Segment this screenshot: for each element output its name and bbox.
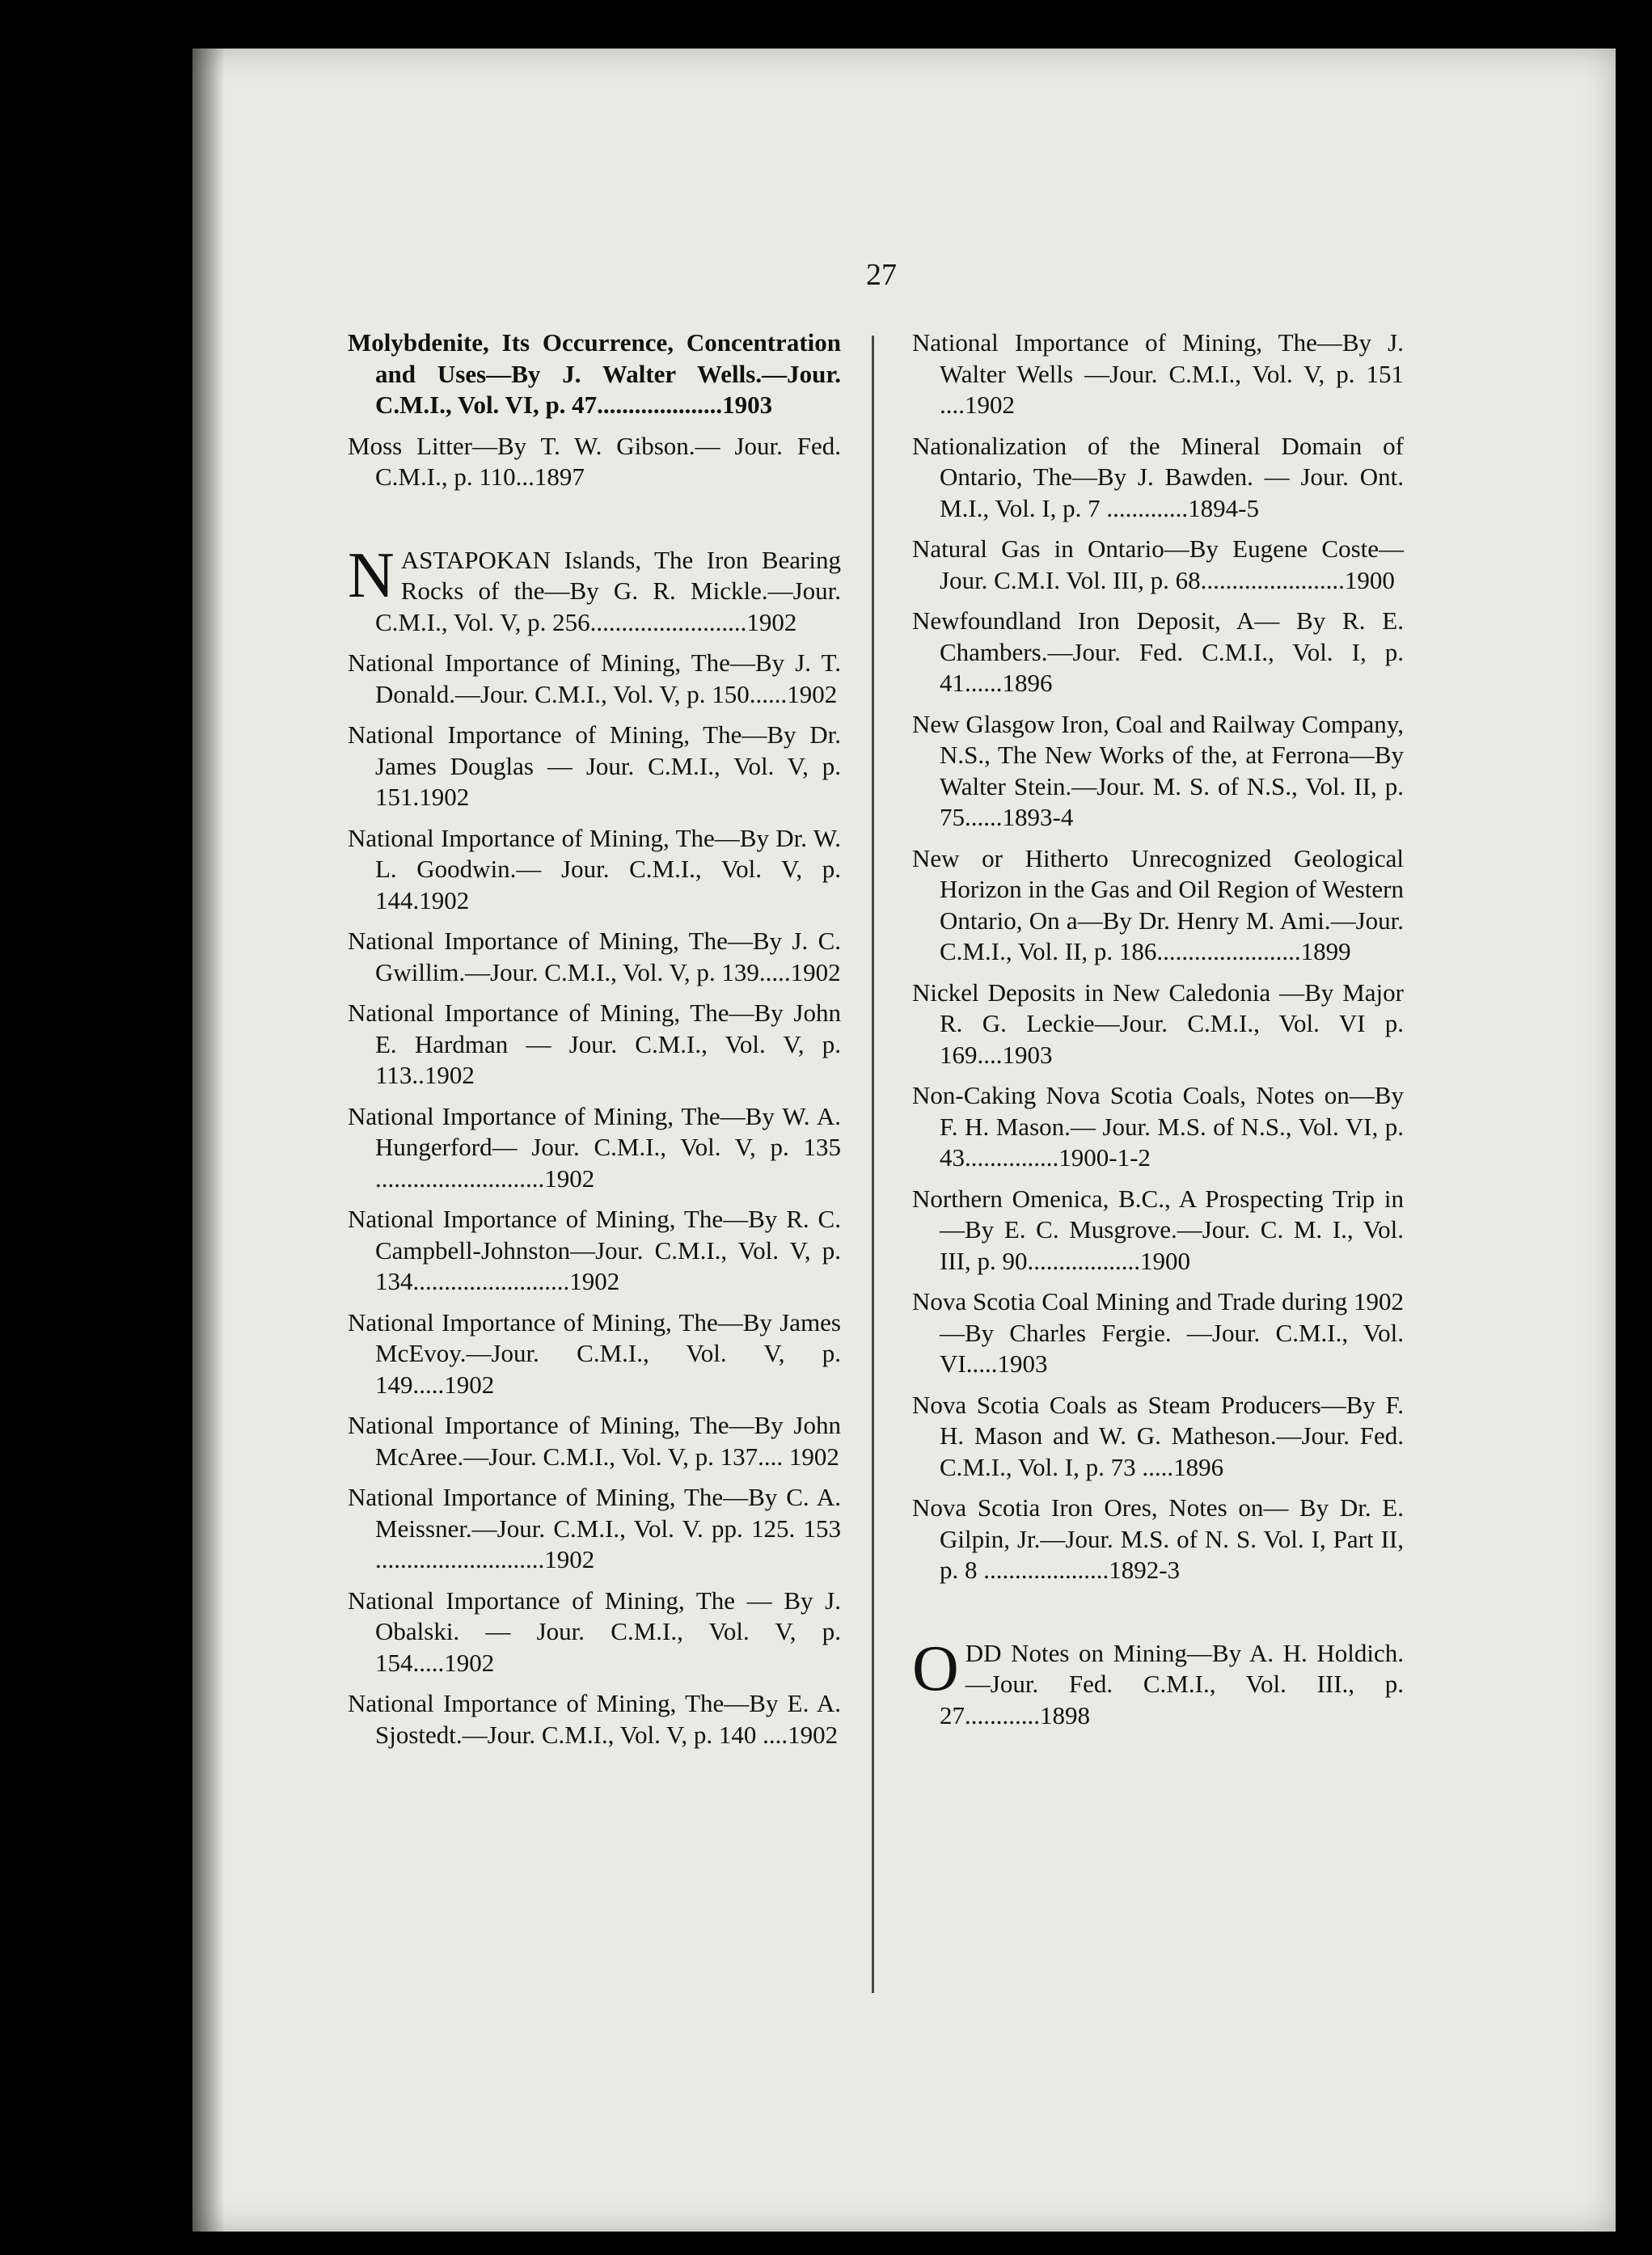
index-entry bbox=[348, 823, 841, 917]
section-gap bbox=[348, 503, 841, 545]
index-entry-text: National Importance of Mining, The—By E. A. Sjostedt.—Jour. C.M.I., Vol. V, p. 140 ....1902 bbox=[348, 1689, 841, 1749]
index-entry bbox=[348, 1688, 841, 1750]
binding-shadow bbox=[192, 49, 225, 2232]
index-entry bbox=[912, 1184, 1404, 1277]
index-entry-text: National Importance of Mining, The—By J. C. Gwillim.—Jour. C.M.I., Vol. V, p. 139.....1902 bbox=[348, 927, 841, 986]
index-entry-text: National Importance of Mining, The—By John E. Hardman — Jour. C.M.I., Vol. V, p. 113..1902 bbox=[348, 999, 841, 1089]
index-entry-text: Nickel Deposits in New Caledonia —By Major R. G. Leckie—Jour. C.M.I., Vol. VI p. 169....1903 bbox=[912, 978, 1404, 1069]
index-entry-text: Natural Gas in Ontario—By Eugene Coste—Jour. C.M.I. Vol. III, p. 68.......................1900 bbox=[912, 534, 1404, 594]
index-entry-text: New or Hitherto Unrecognized Geological Horizon in the Gas and Oil Region of Western Ontario, On a—By Dr. Henry M. Ami.—Jour. C.M.I., Vol. II, p. 186.......................1899 bbox=[912, 843, 1404, 965]
right-column bbox=[912, 327, 1404, 1741]
index-entry bbox=[348, 648, 841, 710]
index-entry-text: National Importance of Mining, The—By R. C. Campbell-Johnston—Jour. C.M.I., Vol. V, p. 134.........................1902 bbox=[348, 1205, 841, 1295]
index-entry bbox=[912, 978, 1404, 1071]
index-entry bbox=[912, 843, 1404, 968]
column-divider bbox=[872, 336, 874, 1993]
index-entry-text: National Importance of Mining, The—By C. A. Meissner.—Jour. C.M.I., Vol. V. pp. 125. 153 ...........................1902 bbox=[348, 1483, 841, 1573]
index-entry-text: Moss Litter—By T. W. Gibson.— Jour. Fed. C.M.I., p. 110...1897 bbox=[348, 431, 841, 491]
index-entry-text: National Importance of Mining, The—By W. A. Hungerford— Jour. C.M.I., Vol. V, p. 135 ...........................1902 bbox=[348, 1101, 841, 1193]
index-entry-text: Nova Scotia Iron Ores, Notes on— By Dr. E. Gilpin, Jr.—Jour. M.S. of N. S. Vol. I, Part II, p. 8 ....................1892-3 bbox=[912, 1493, 1404, 1584]
index-entry bbox=[912, 431, 1404, 525]
index-entry bbox=[348, 1586, 841, 1679]
drop-cap-letter: N bbox=[348, 539, 395, 611]
index-entry-text: Northern Omenica, B.C., A Prospecting Trip in—By E. C. Musgrove.—Jour. C. M. I., Vol. III, p. 90..................1900 bbox=[912, 1184, 1404, 1275]
left-column bbox=[348, 327, 841, 1760]
index-entry bbox=[348, 998, 841, 1092]
index-entry-text: Molybdenite, Its Occurrence, Concentration and Uses—By J. Walter Wells.—Jour. C.M.I., Vol. VI, p. 47....................1903 bbox=[348, 328, 841, 419]
index-entry bbox=[348, 1482, 841, 1576]
index-entry bbox=[912, 1632, 1404, 1732]
index-entry-text: New Glasgow Iron, Coal and Railway Company, N.S., The New Works of the, at Ferrona—By Walter Stein.—Jour. M. S. of N.S., Vol. II, p. 75......1893-4 bbox=[912, 709, 1404, 831]
index-entry-text: National Importance of Mining, The—By Dr. W. L. Goodwin.— Jour. C.M.I., Vol. V, p. 144.1902 bbox=[348, 823, 841, 914]
index-entry-text: ASTAPOKAN Islands, The Iron Bearing Rocks of the—By G. R. Mickle.—Jour. C.M.I., Vol. V, p. 256.........................1902 bbox=[375, 545, 841, 636]
index-entry-text: Non-Caking Nova Scotia Coals, Notes on—By F. H. Mason.— Jour. M.S. of N.S., Vol. VI, p. 43...............1900-1-2 bbox=[912, 1081, 1404, 1172]
index-entry bbox=[912, 327, 1404, 421]
index-entry bbox=[348, 539, 841, 639]
index-entry bbox=[912, 1080, 1404, 1174]
index-entry bbox=[912, 1493, 1404, 1586]
index-entry bbox=[912, 709, 1404, 834]
index-entry-text: Newfoundland Iron Deposit, A— By R. E. Chambers.—Jour. Fed. C.M.I., Vol. I, p. 41......1896 bbox=[912, 606, 1404, 697]
index-entry bbox=[912, 1286, 1404, 1380]
index-entry-text: DD Notes on Mining—By A. H. Holdich.—Jour. Fed. C.M.I., Vol. III., p. 27............1898 bbox=[940, 1638, 1404, 1729]
index-entry bbox=[348, 1204, 841, 1298]
index-entry bbox=[912, 1390, 1404, 1484]
drop-cap-letter: O bbox=[912, 1632, 959, 1704]
index-entry-text: Nova Scotia Coal Mining and Trade during 1902—By Charles Fergie. —Jour. C.M.I., Vol. VI.....1903 bbox=[912, 1287, 1404, 1378]
index-entry bbox=[348, 1410, 841, 1472]
index-entry-text: Nova Scotia Coals as Steam Producers—By F. H. Mason and W. G. Matheson.—Jour. Fed. C.M.I., Vol. I, p. 73 .....1896 bbox=[912, 1390, 1404, 1481]
index-entry bbox=[912, 606, 1404, 699]
index-entry bbox=[348, 327, 841, 421]
index-entry-text: National Importance of Mining, The — By J. Obalski. — Jour. C.M.I., Vol. V, p. 154.....1902 bbox=[348, 1586, 841, 1677]
page-number: 27 bbox=[866, 258, 897, 292]
index-entry-text: National Importance of Mining, The—By James McEvoy.—Jour. C.M.I., Vol. V, p. 149.....1902 bbox=[348, 1307, 841, 1399]
index-entry bbox=[348, 431, 841, 493]
index-entry-text: National Importance of Mining, The—By J. T. Donald.—Jour. C.M.I., Vol. V, p. 150......1902 bbox=[348, 648, 841, 708]
index-entry-text: National Importance of Mining, The—By Dr. James Douglas — Jour. C.M.I., Vol. V, p. 151.1902 bbox=[348, 720, 841, 811]
index-entry bbox=[348, 926, 841, 988]
index-entry-text: Nationalization of the Mineral Domain of Ontario, The—By J. Bawden. — Jour. Ont. M.I., Vol. I, p. 7 .............1894-5 bbox=[912, 431, 1404, 522]
index-entry-text: National Importance of Mining, The—By John McAree.—Jour. C.M.I., Vol. V, p. 137.... 1902 bbox=[348, 1411, 841, 1471]
index-entry-text: National Importance of Mining, The—By J. Walter Wells —Jour. C.M.I., Vol. V, p. 151 ....1902 bbox=[912, 328, 1404, 419]
index-entry bbox=[348, 1307, 841, 1401]
index-entry bbox=[912, 534, 1404, 596]
section-gap bbox=[912, 1596, 1404, 1638]
index-entry bbox=[348, 720, 841, 813]
index-entry bbox=[348, 1101, 841, 1195]
